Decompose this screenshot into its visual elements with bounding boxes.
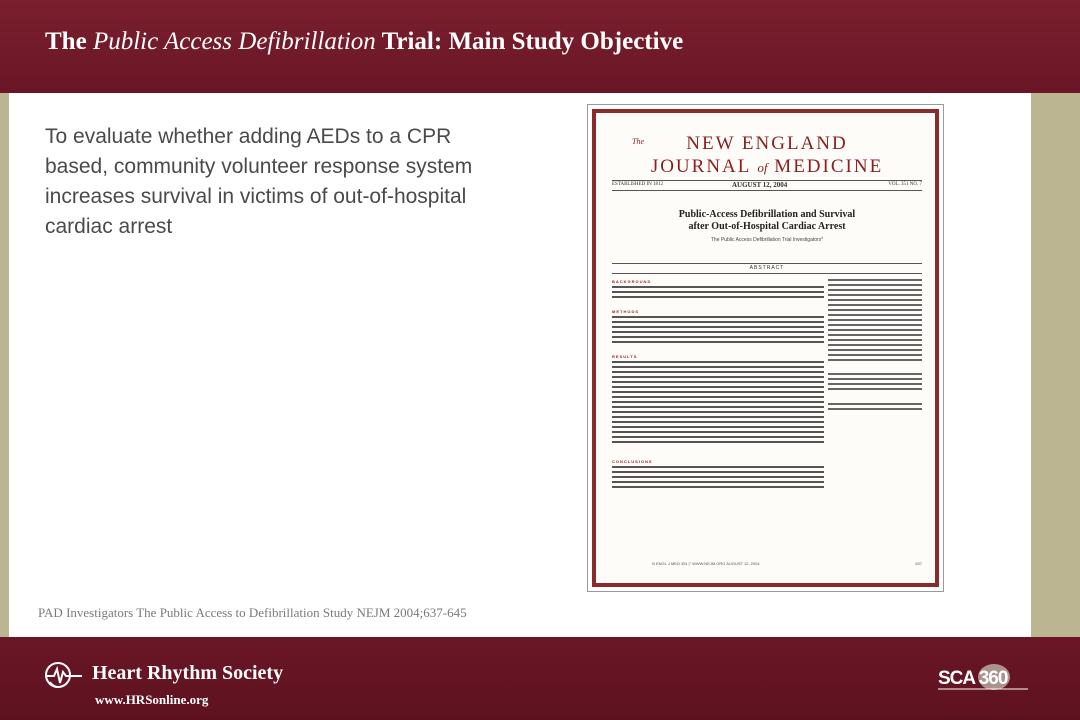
conclusions-text [612, 466, 824, 491]
journal-footer-text: N ENGL J MED 351;7 WWW.NEJM.ORG AUGUST 12, 2004 [652, 561, 760, 566]
title-bar [0, 0, 1080, 93]
masthead-line1: NEW ENGLAND [686, 133, 848, 154]
article-title-line2: after Out-of-Hospital Cardiac Arrest [688, 221, 846, 232]
author-notes-2 [828, 373, 922, 393]
sca-360-logo-icon [938, 662, 1033, 692]
heart-rhythm-logo-icon [44, 662, 84, 692]
masthead-journal: JOURNAL [650, 156, 758, 177]
article-title-line1: Public-Access Defibrillation and Survival [678, 209, 856, 220]
right-side-band [1031, 93, 1080, 637]
hrs-url[interactable]: www.HRSonline.org [95, 692, 209, 707]
masthead-of: of [757, 160, 768, 175]
section-conclusions: CONCLUSIONS [612, 459, 653, 464]
abstract-heading: ABSTRACT [612, 263, 922, 274]
masthead-line2 [612, 156, 922, 178]
issue-volume: VOL. 351 NO. 7 [888, 182, 922, 187]
masthead-the: The [632, 137, 644, 146]
journal-page [592, 109, 939, 587]
masthead-medicine: MEDICINE [767, 156, 884, 177]
slide-title-italic: Public Access Defibrillation [92, 28, 376, 55]
slide-title-suffix: Trial: Main Study Objective [375, 28, 684, 55]
nejm-article-image [587, 104, 944, 592]
author-notes [828, 279, 922, 364]
citation-text: PAD Investigators The Public Access to Defibrillation Study NEJM 2004;637-645 [38, 605, 467, 620]
journal-page-number: 637 [915, 561, 922, 566]
journal-issue-line [612, 182, 922, 187]
slide-title-prefix: The [45, 28, 93, 55]
citation-notes [828, 403, 922, 413]
journal-page-footer [652, 561, 922, 567]
methods-text [612, 316, 824, 346]
section-methods: METHODS [612, 309, 639, 314]
article-title [612, 209, 922, 233]
sca-logo-text: SCA 360 [938, 668, 1008, 689]
left-side-band [0, 93, 9, 637]
results-text [612, 361, 824, 446]
issue-date: AUGUST 12, 2004 [732, 181, 788, 189]
heart-rhythm-society-name: Heart Rhythm Society [92, 662, 284, 684]
slide-title [45, 28, 683, 56]
established-text: ESTABLISHED IN 1812 [612, 182, 663, 187]
background-text [612, 286, 824, 301]
section-background: BACKGROUND [612, 279, 652, 284]
objective-text: To evaluate whether adding AEDs to a CPR based, community volunteer response system increases survival in victims of out-of-hospital cardiac arrest [45, 125, 473, 238]
section-results: RESULTS [612, 354, 638, 359]
article-authors: The Public Access Defibrillation Trial Investigators* [710, 237, 824, 243]
masthead-rule-bottom [612, 190, 922, 191]
